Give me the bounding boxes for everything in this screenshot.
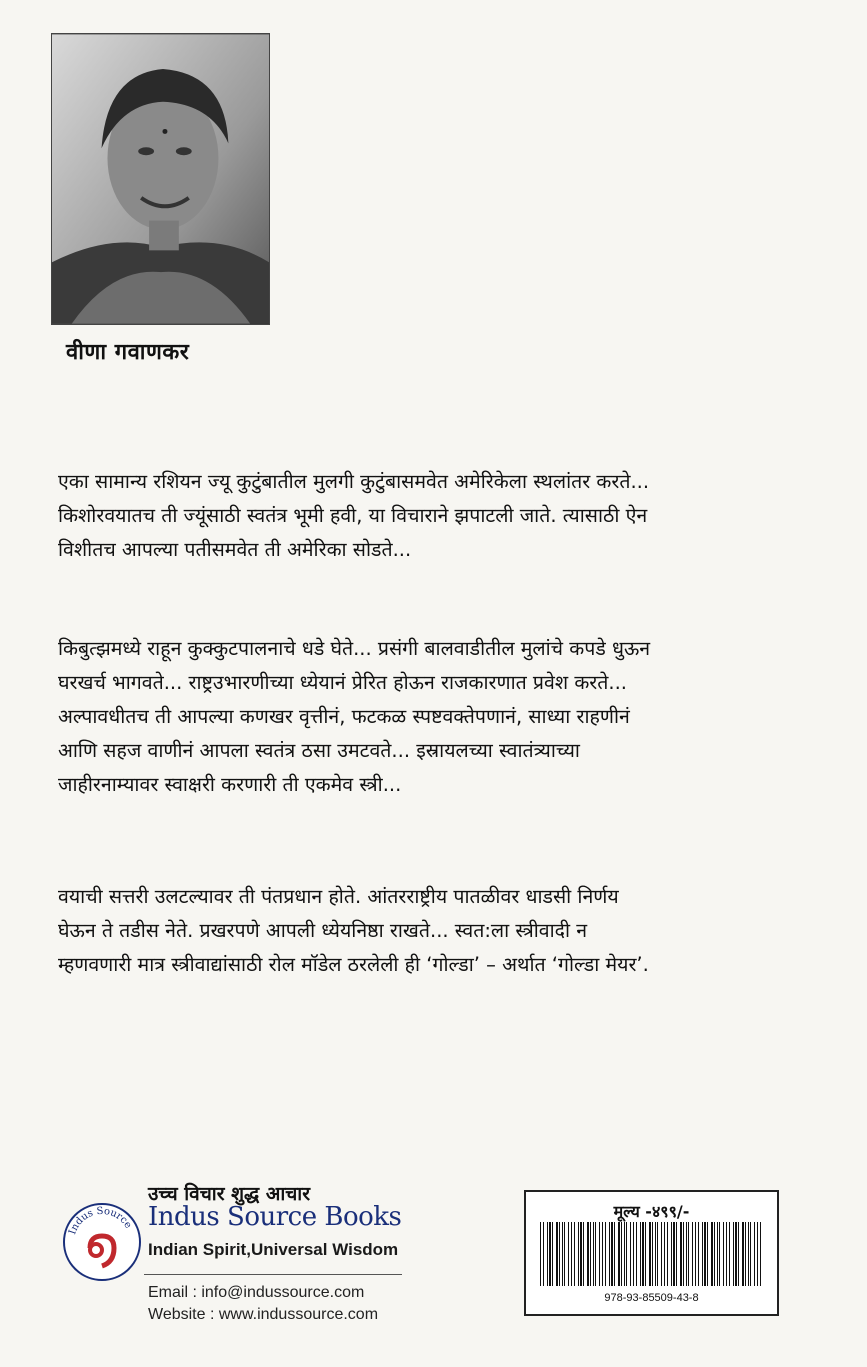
text-line: म्हणवणारी मात्र स्त्रीवाद्यांसाठी रोल मॉडेल ठरलेली ही ‘गोल्डा’ – अर्थात ‘गोल्डा मेयर’. xyxy=(58,953,649,976)
publisher-tagline: उच्च विचार शुद्ध आचार xyxy=(148,1183,311,1205)
isbn-number: 978-93-85509-43-8 xyxy=(604,1292,699,1304)
text-line: अल्पावधीतच ती आपल्या कणखर वृत्तीनं, फटकळ स्पष्टवक्तेपणानं, साध्या राहणीनं xyxy=(58,705,630,728)
description-paragraph-3 xyxy=(58,880,818,982)
barcode-bar xyxy=(645,1222,646,1286)
barcode-bar xyxy=(742,1222,744,1286)
barcode-bar xyxy=(571,1222,572,1286)
barcode-bar xyxy=(559,1222,560,1286)
barcode-bar xyxy=(614,1222,615,1286)
publisher-contact xyxy=(148,1282,378,1326)
barcode-bar xyxy=(626,1222,627,1286)
publisher-block xyxy=(60,1180,420,1340)
barcode-bar xyxy=(568,1222,569,1286)
text-line: किबुत्झमध्ये राहून कुक्कुटपालनाचे धडे घेते... प्रसंगी बालवाडीतील मुलांचे कपडे धुऊन xyxy=(58,637,651,660)
barcode-bar xyxy=(735,1222,737,1286)
barcode-bar xyxy=(754,1222,755,1286)
barcode-bar xyxy=(605,1222,606,1286)
barcode-bar xyxy=(698,1222,699,1286)
barcode-bar xyxy=(549,1222,551,1286)
barcode-bar xyxy=(633,1222,634,1286)
barcode-bar xyxy=(726,1222,727,1286)
publisher-website[interactable]: Website : www.indussource.com xyxy=(148,1306,379,1323)
publisher-email[interactable]: Email : info@indussource.com xyxy=(148,1284,365,1301)
barcode-bar xyxy=(760,1222,761,1286)
barcode-bar xyxy=(652,1222,653,1286)
svg-text:Indus Source: Indus Source xyxy=(67,1205,134,1236)
barcode-bar xyxy=(657,1222,658,1286)
publisher-name: Indus Source Books xyxy=(148,1202,402,1232)
barcode-bar xyxy=(624,1222,625,1286)
barcode-bar xyxy=(609,1222,610,1286)
text-line: घेऊन ते तडीस नेते. प्रखरपणे आपली ध्येयनिष्ठा राखते... स्वत:ला स्त्रीवादी न xyxy=(58,919,588,942)
barcode-bar xyxy=(692,1222,693,1286)
barcode-bar xyxy=(655,1222,656,1286)
barcode-bar xyxy=(649,1222,651,1286)
barcode-bar xyxy=(748,1222,749,1286)
divider xyxy=(144,1274,402,1275)
barcode-bar xyxy=(714,1222,715,1286)
text-line: विशीतच आपल्या पतीसमवेत ती अमेरिका सोडते... xyxy=(58,538,412,561)
barcode-bar xyxy=(729,1222,730,1286)
barcode-bar xyxy=(618,1222,620,1286)
barcode-bar xyxy=(642,1222,644,1286)
barcode-bar xyxy=(621,1222,622,1286)
barcode-bar xyxy=(578,1222,579,1286)
author-name: वीणा गवाणकर xyxy=(66,340,190,365)
barcode-bar xyxy=(630,1222,631,1286)
barcode-bar xyxy=(717,1222,718,1286)
barcode-bar xyxy=(640,1222,641,1286)
barcode-bar xyxy=(750,1222,751,1286)
barcode-bar xyxy=(745,1222,746,1286)
barcode-bar xyxy=(719,1222,720,1286)
barcode-bar xyxy=(602,1222,603,1286)
barcode-image xyxy=(540,1222,763,1286)
barcode-box xyxy=(524,1190,779,1316)
barcode-bar xyxy=(702,1222,703,1286)
barcode-bar xyxy=(574,1222,575,1286)
text-line: घरखर्च भागवते... राष्ट्रउभारणीच्या ध्येयानं प्रेरित होऊन राजकारणात प्रवेश करते... xyxy=(58,671,627,694)
barcode-bar xyxy=(593,1222,594,1286)
description-paragraph-1 xyxy=(58,465,818,567)
barcode-bar xyxy=(738,1222,739,1286)
barcode-bar xyxy=(671,1222,672,1286)
barcode-bar xyxy=(562,1222,563,1286)
barcode-bar xyxy=(733,1222,734,1286)
barcode-bar xyxy=(680,1222,682,1286)
barcode-bar xyxy=(711,1222,713,1286)
barcode-bar xyxy=(661,1222,662,1286)
barcode-bar xyxy=(723,1222,724,1286)
barcode-bar xyxy=(676,1222,677,1286)
description-paragraph-2 xyxy=(58,632,818,802)
barcode-bar xyxy=(547,1222,548,1286)
barcode-bar xyxy=(704,1222,706,1286)
barcode-bar xyxy=(757,1222,758,1286)
barcode-bar xyxy=(707,1222,708,1286)
barcode-bar xyxy=(587,1222,589,1286)
indus-source-logo-icon xyxy=(60,1200,144,1284)
barcode-bar xyxy=(636,1222,637,1286)
text-line: जाहीरनाम्यावर स्वाक्षरी करणारी ती एकमेव स्त्री... xyxy=(58,773,402,796)
barcode-bar xyxy=(695,1222,696,1286)
barcode-bar xyxy=(667,1222,668,1286)
barcode-bar xyxy=(556,1222,558,1286)
barcode-bar xyxy=(611,1222,613,1286)
author-portrait-image xyxy=(52,34,269,324)
barcode-bar xyxy=(583,1222,584,1286)
text-line: एका सामान्य रशियन ज्यू कुटुंबातील मुलगी कुटुंबासमवेत अमेरिकेला स्थलांतर करते... xyxy=(58,470,650,493)
barcode-bar xyxy=(664,1222,665,1286)
text-line: वयाची सत्तरी उलटल्यावर ती पंतप्रधान होते. आंतरराष्ट्रीय पातळीवर धाडसी निर्णय xyxy=(58,885,619,908)
barcode-bar xyxy=(580,1222,582,1286)
barcode-bar xyxy=(543,1222,544,1286)
text-line: आणि सहज वाणीनं आपला स्वतंत्र ठसा उमटवते... इस्रायलच्या स्वातंत्र्याच्या xyxy=(58,739,580,762)
barcode-bar xyxy=(673,1222,675,1286)
barcode-bar xyxy=(686,1222,687,1286)
barcode-bar xyxy=(599,1222,600,1286)
text-line: किशोरवयातच ती ज्यूंसाठी स्वतंत्र भूमी हवी, या विचाराने झपाटली जाते. त्यासाठी ऐन xyxy=(58,504,648,527)
author-photo xyxy=(51,33,270,325)
barcode-bar xyxy=(688,1222,689,1286)
barcode-bar xyxy=(564,1222,565,1286)
barcode-bar xyxy=(590,1222,591,1286)
barcode-bar xyxy=(552,1222,553,1286)
barcode-bar xyxy=(595,1222,596,1286)
publisher-motto: Indian Spirit,Universal Wisdom xyxy=(148,1240,399,1259)
barcode-bar xyxy=(540,1222,541,1286)
price-label: मूल्य -४९९/- xyxy=(613,1202,690,1221)
barcode-bar xyxy=(683,1222,684,1286)
